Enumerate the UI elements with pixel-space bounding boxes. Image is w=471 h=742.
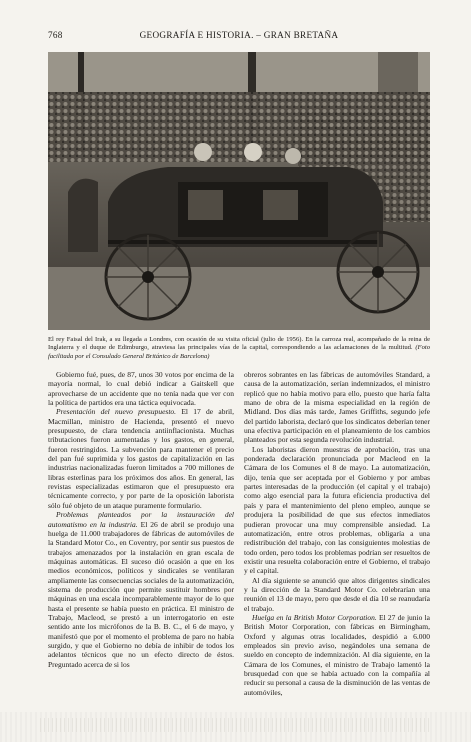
section-heading: Huelga en la British Motor Corporation. (252, 612, 377, 622)
section-heading: Presentación del nuevo presupuesto. (56, 407, 177, 417)
paragraph: Huelga en la British Motor Corporation. El 27 de junio la British Motor Corporation, con fábricas en Birmingham, Oxford y algunas otras localidades, despidió a 6.000 empleados sin previo aviso, negándoles una semana de sueldo en concepto de indemnización. Al día siguiente, en la Cámara de los Comunes, el ministro de Trabajo lamentó la brusquedad con que se había actuado con la compañía al reducir su personal a causa de la disminución de las ventas de automóviles, (244, 612, 430, 697)
paragraph: Al día siguiente se anunció que altos dirigentes sindicales y la dirección de la Standard Motor Co. celebrarían una reunión el 13 de mayo, pero que desde el día 10 se reanudaría el trabajo. (244, 575, 430, 613)
page-number: 768 (48, 30, 63, 40)
scan-watermark-lines (40, 718, 431, 732)
caption-main: El rey Faisal del Irak, a su llegada a Londres, con ocasión de su visita oficial (julio de 1956). En la carroza real, acompañado de la reina de Inglaterra y el duque de Edimburgo, atraviesa las principales vías de la capital, correspondiendo a las aclamaciones de la multitud. (48, 336, 430, 352)
photo-royal-carriage (48, 52, 430, 330)
paragraph: Los laboristas dieron muestras de aprobación, tras una ponderada declaración pronunciada por Macleod en la Cámara de los Comunes el 8 de mayo. La automatización, dijo, tenía que ser aceptada por el Gobierno y por ambas partes interesadas de la producción (el capital y el trabajo) como algo esencial para la futura eficiencia productiva del país y para el mantenimiento del pleno empleo, aunque se produjera la posibilidad de que sus efectos inmediatos pudieran provocar una muy comprensible ansiedad. La automatización, entre otros problemas, obligaría a una redistribución del trabajo, con las consiguientes molestias de todo orden, pero todos los problemas podrían ser resueltos de existir una resuelta colaboración entre el Gobierno, el trabajo y el capital. (244, 444, 430, 576)
running-title: GEOGRAFÍA E HISTORIA. – GRAN BRETAÑA (139, 30, 339, 40)
paragraph: Gobierno fué, pues, de 87, unos 30 votos por encima de la mayoría normal, lo cual debió indicar a Gaitskell que aprovecharse de un accidente que no tenía nada que ver con la política de partidos era una táctica equivocada. (48, 370, 234, 408)
carriage-illustration-icon (48, 52, 430, 330)
section-heading: Problemas planteados por la instauración del automatismo en la industria. (48, 510, 234, 529)
article-body (48, 370, 430, 700)
column-left (48, 370, 234, 700)
caption-credit: (Foto facilitada por el Consulado General Británico de Barcelona) (48, 344, 430, 360)
figure-caption (48, 336, 430, 361)
column-right (244, 370, 430, 700)
paragraph: Presentación del nuevo presupuesto. El 17 de abril, Macmillan, ministro de Hacienda, presentó el nuevo presupuesto, de clara tendencia antiinflacionista. Muchas tributaciones fueron aumentadas y los gastos, en general, fueron restringidos. La subvención para mantener el precio del pan fué suprimida y los gastos de capitalización en las industrias nacionalizadas fueron limitados a 700 millones de libras esterlinas para los próximos dos años. En general, las revistas especializadas estimaron que el presupuesto era técnicamente correcto, y por parte de la oposición laborista sólo fué objeto de un ataque puramente formulario. (48, 407, 234, 510)
paragraph: Problemas planteados por la instauración del automatismo en la industria. El 26 de abril se produjo una huelga de 11.000 trabajadores de fábricas de automóviles de la Standard Motor Co., en Coventry, por sentir sus puestos de trabajos amenazados por la instalación en gran escala de máquinas automáticas. El suceso dió ocasión a que en los medios económicos, políticos y sindicales se ventilaran ampliamente las consecuencias sociales de la automatización, sistema de producción que permite sustituir hombres por máquinas en una escala incomparablemente mayor de lo que hasta el presente se había puesto en práctica. El ministro de Trabajo, Macleod, se prestó a un interrogatorio en este sentido ante los micrófonos de la B. B. C., el 6 de mayo, y manifestó que por el momento el problema de paro no había surgido, y que el Gobierno no debía de inhibir de todos los adelantos técnicos que no un efecto directo de éstos. Preguntado acerca de si los (48, 510, 234, 669)
running-header (48, 30, 430, 44)
paragraph: obreros sobrantes en las fábricas de automóviles Standard, a causa de la automatización, serían indemnizados, el ministro replicó que no había motivo para ello, puesto que haría falta mano de obra de la misma especialidad en la región de Midland. Dos días más tarde, James Griffiths, segundo jefe del partido laborista, declaró que los sindicatos deberían tener una efectiva participación en el planeamiento de los cambios planteados por esta segunda revolución industrial. (244, 370, 430, 445)
